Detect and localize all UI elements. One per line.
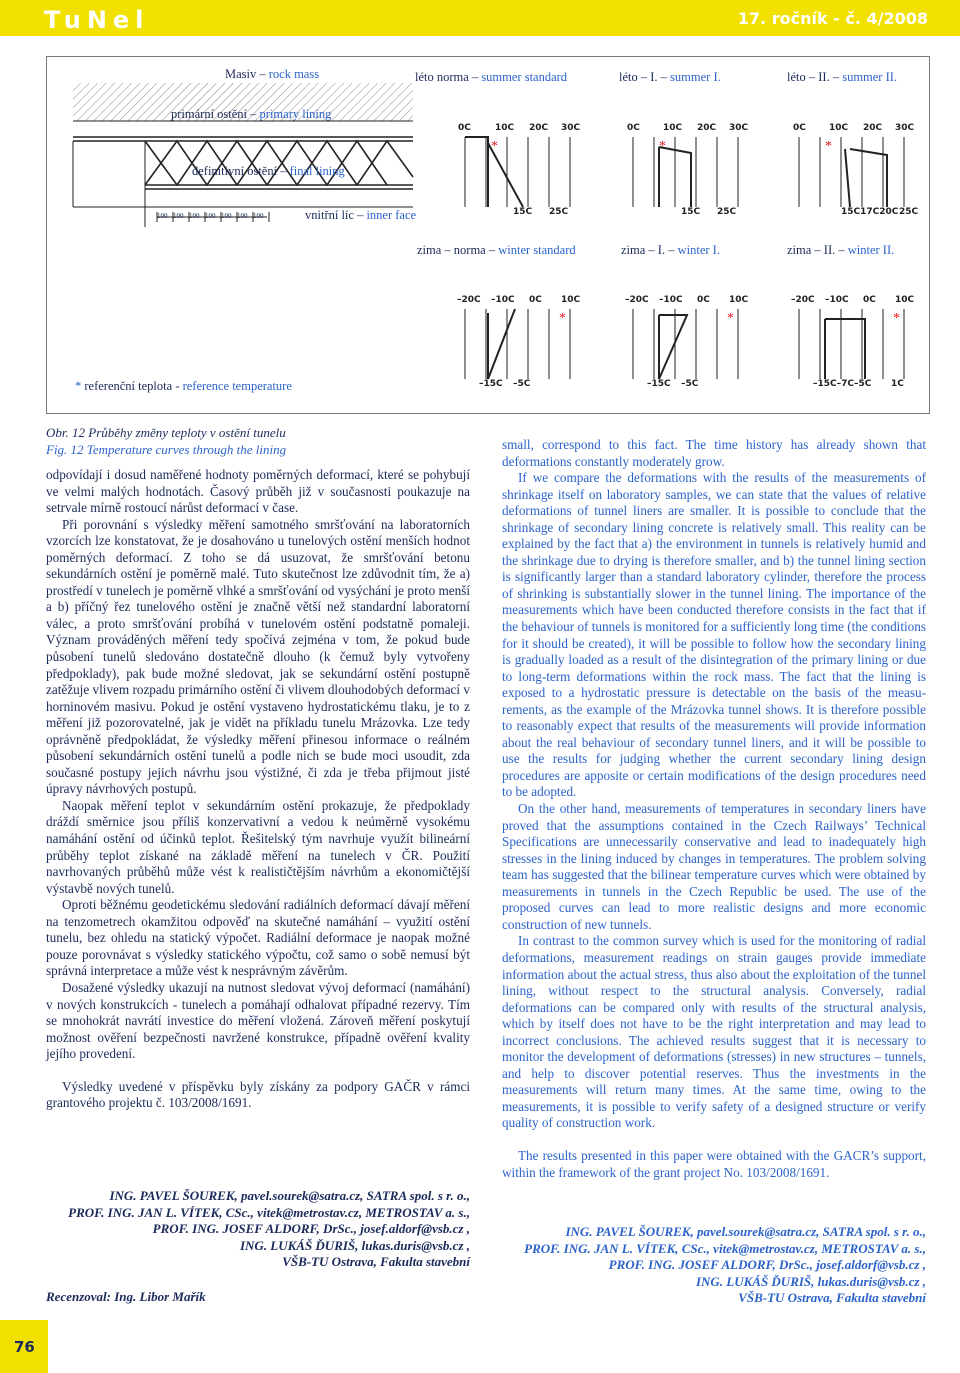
tick-label: 0C — [529, 295, 542, 305]
paragraph: Dosažené výsledky ukazují na nutnost sledovat vývoj deformací (namáhání) v nových konstrukcích - tunelech a pomáhají odhalovat případné rezervy. Tím se mnohokrát navrátí investice do měření vložená. Zároveň měření poskytují možnost ověření bezpečnosti navržené konstrukce, případně ověření kvality jejího provedení. — [46, 979, 470, 1062]
reference-star: * — [659, 139, 666, 154]
tick-label: 10C — [663, 123, 683, 133]
primary-lining-label: primární ostění – primary lining — [171, 107, 332, 121]
summer-panel-2 — [799, 137, 904, 207]
tick-label: –20C — [791, 295, 815, 305]
tick-label: 20C — [697, 123, 717, 133]
tick-label: 10C — [829, 123, 849, 133]
reference-star: * — [893, 311, 900, 326]
winter-panel-standard — [465, 309, 570, 379]
issue-label: 17. ročník - č. 4/2008 — [737, 9, 928, 28]
rock-mass-label: Masiv – rock mass — [225, 67, 320, 81]
tick-label: 20C — [863, 123, 883, 133]
bottom-tick-label: –5C — [681, 379, 699, 389]
figure-caption — [46, 424, 286, 458]
winter-1-title: zima – I. – winter I. — [621, 243, 720, 257]
page-number: 76 — [14, 1338, 35, 1356]
measure-label: 100 — [253, 212, 264, 220]
tick-label: –20C — [457, 295, 481, 305]
tick-label: –10C — [659, 295, 683, 305]
bottom-tick-label: 25C — [549, 207, 569, 217]
measure-label: 100 — [237, 212, 248, 220]
measure-label: 100 — [205, 212, 216, 220]
bottom-tick-label: 15C — [681, 207, 701, 217]
author-line: VŠB-TU Ostrava, Fakulta stavební — [282, 1254, 470, 1269]
bottom-tick-label: 15C — [513, 207, 533, 217]
author-line: ING. PAVEL ŠOUREK, pavel.sourek@satra.cz, SATRA spol. s r. o., — [565, 1224, 926, 1239]
winter-panel-2 — [799, 309, 904, 379]
author-line: PROF. ING. JOSEF ALDORF, DrSc., josef.aldorf@vsb.cz , — [608, 1257, 926, 1272]
tick-label: 30C — [895, 123, 915, 133]
bottom-tick-label: 1C — [891, 379, 904, 389]
paragraph: If we compare the deformations with the results of the measurements of shrinkage itself on laboratory samples, we can state that the values of relative deformations of tunnel liners are smaller. It is possible to conclude that the shrinkage of secondary lining concrete is relatively small. This reality can be explained by the fact that a) the environment in tunnels is relatively humid and the shrinkage due to drying is therefore smaller, and b) the tunnel lining section is significantly larger than a standard laboratory cylinder, therefore the process of shrinking is substantially slower in the tunnel lining. The importance of the measurements which have been conducted therefore consists in the fact that if the behaviour of tunnels is monitored for a sufficiently long time (the conditions for it should be created), it will be possible to follow how the secondary lining is gradually loaded as a result of the disintegration of the primary lining or due to long-term deformations within the rock mass. The fact that the lining is exposed to a hydrostatic pressure is detectable on the basis of the measurements, as the example of the Mrázovka tunnel shows. It is therefore possible to reasonably expect that results of the measurements will provide information about the real behaviour of secondary tunnel liners, and it will be possible to use the results for judging whether the current secondary lining design procedures are apposite or certain modifications of the design procedures need to be adopted. — [502, 470, 926, 800]
reviewer-note: Recenzoval: Ing. Libor Mařík — [46, 1289, 206, 1304]
tick-label: 0C — [793, 123, 806, 133]
bottom-tick-label: –15C — [647, 379, 671, 389]
author-line: VŠB-TU Ostrava, Fakulta stavební — [738, 1290, 926, 1305]
reference-legend: * referenční teplota - reference temperature — [75, 379, 292, 393]
english-column — [502, 437, 926, 1181]
tick-label: 10C — [729, 295, 749, 305]
summer-panel-standard — [465, 137, 570, 207]
tick-label: 30C — [729, 123, 749, 133]
temperature-figure — [46, 56, 930, 414]
measure-label: 100 — [157, 212, 168, 220]
measure-label: 100 — [189, 212, 200, 220]
final-lining-label: definitivní ostění – final lining — [192, 164, 345, 178]
reference-star: * — [825, 139, 832, 154]
reference-star: * — [491, 139, 498, 154]
tick-label: 10C — [561, 295, 581, 305]
bottom-tick-label: –15C–7C–5C — [813, 379, 872, 389]
paragraph: small, correspond to this fact. The time history has already shown that deformations constantly moderately grow. — [502, 437, 926, 469]
paragraph: Naopak měření teplot v sekundárním ostění prokazuje, že předpoklady dráždí směrnice jsou příliš konzervativní a vedou k neúměrně vysokému namáhání ostění od účinků teplot. Řešitelský tým navrhuje využít bilineární průběhy teplot získané na základě měření na tunelech v ČR. Použití navrhovaných průběhů může vést k realističtějším návrhům a ekonomičtější výstavbě nových tunelů. — [46, 797, 470, 896]
author-line: PROF. ING. JAN L. VÍTEK, CSc., vitek@metrostav.cz, METROSTAV a. s., — [68, 1204, 470, 1220]
bottom-tick-label: 25C — [717, 207, 737, 217]
caption-en: Fig. 12 Temperature curves through the lining — [46, 442, 287, 457]
lining-section — [73, 83, 413, 227]
summer-panel-1 — [633, 137, 738, 207]
page-number-tab — [0, 1320, 48, 1373]
tick-label: 10C — [495, 123, 515, 133]
winter-2-title: zima – II. – winter II. — [787, 243, 895, 257]
paragraph: On the other hand, measurements of temperatures in secondary liners have proved that the assumptions contained in the Czech Railways’ Technical Specifications are unnecessarily conservative and lead to inadequately high stresses in the lining induced by changes in temperatures. The problem solving team has suggested that the bilinear temperature curves which were obtained by measurements in tunnels in the Czech Republic be used. The use of the proposed curves can lead to more realistic designs and more economic construction of new tunnels. — [502, 801, 926, 932]
page-header — [0, 0, 960, 36]
summer-2-title: léto – II. – summer II. — [787, 70, 898, 84]
caption-cz: Obr. 12 Průběhy změny teploty v ostění tunelu — [46, 425, 286, 440]
tick-label: 30C — [561, 123, 581, 133]
tick-label: 0C — [697, 295, 710, 305]
authors-cz — [46, 1188, 470, 1271]
tick-label: 10C — [895, 295, 915, 305]
author-line: PROF. ING. JAN L. VÍTEK, CSc., vitek@metrostav.cz, METROSTAV a. s., — [524, 1240, 926, 1256]
bottom-tick-label: 25C — [899, 207, 919, 217]
measure-label: 100 — [173, 212, 184, 220]
tick-label: 0C — [627, 123, 640, 133]
journal-logo: TuNel — [44, 6, 150, 34]
paragraph: odpovídají i dosud naměřené hodnoty poměrných deformací, které se pohybují ve velmi malých hodnotách. Časový průběh již v současnosti poukazuje na setrvale mírně rostoucí nárůst deformací v čase. — [46, 467, 470, 516]
paragraph: In contrast to the common survey which is used for the monitoring of radial deformations, measurement readings on strain gauges provide immediate information about the actual stress, thus also about the exploitation of the tunnel lining, without respect to the structural analysis. Conversely, radial deformations can be compared only with results of the structural analysis, which by itself does not have to be the right interpretation and may lead to incorrect conclusions. The achieved results suggest that it is necessary to monitor the development of deformations (stresses) in new structures – tunnels, and help to discover potential reserves. Thus the investments in the measurements will return many times. At the same time, owing to the measurements, it is possible to verify safety of a designed structure or verify quality of construction work. — [502, 933, 926, 1131]
author-line: ING. LUKÁŠ ĎURIŠ, lukas.duris@vsb.cz , — [695, 1273, 926, 1289]
inner-face-label: vnitřní líc – inner face — [305, 208, 417, 222]
tick-label: –10C — [825, 295, 849, 305]
paragraph: The results presented in this paper were obtained with the GACR’s support, within the framework of the grant project No. 103/2008/1691. — [502, 1147, 926, 1180]
winter-standard-title: zima – norma – winter standard — [417, 243, 576, 257]
reference-star: * — [559, 311, 566, 326]
bottom-tick-label: 15C17C20C — [841, 207, 899, 217]
summer-1-title: léto – I. – summer I. — [619, 70, 721, 84]
measure-label: 100 — [221, 212, 232, 220]
paragraph: Výsledky uvedené v příspěvku byly získány za podpory GAČR v rámci grantového projektu č. 103/2008/1691. — [46, 1078, 470, 1111]
tick-label: 20C — [529, 123, 549, 133]
bottom-tick-label: –5C — [513, 379, 531, 389]
author-line: ING. PAVEL ŠOUREK, pavel.sourek@satra.cz, SATRA spol. s r. o., — [109, 1188, 470, 1203]
tick-label: 0C — [863, 295, 876, 305]
author-line: PROF. ING. JOSEF ALDORF, DrSc., josef.aldorf@vsb.cz , — [152, 1221, 470, 1236]
summer-standard-title: léto norma – summer standard — [415, 70, 568, 84]
reference-star: * — [727, 311, 734, 326]
bottom-tick-label: –15C — [479, 379, 503, 389]
paragraph: Při porovnání s výsledky měření samotného smršťování na laboratorních vzorcích lze konstatovat, že je dosahováno u tunelových ostění menších hodnot poměrných deformací. Z toho se dá usuzovat, že smršťování betonu sekundárních ostění je poměrně malé. Tuto skutečnost lze zdůvodnit tím, že a) prostředí v tunelech je poměrně vlhké a smršťování od vysýchání je proto menší a b) příčný řez tunelového ostění je značně větší než standardní laboratorní válec, a proto smršťování probíhá v tunelovém ostění podstatně pomaleji. Význam prováděných měření tedy spočívá zejména v tom, že pokud bude působení tunelů sledováno dostatečně dlouho (k čemuž byly vytvořeny předpoklady), pak bude možné sledovat, jak se sekundární ostění postupně zatěžuje vlivem rozpadu primárního ostění či vlivem dlouhodobých deformací v horninovém masivu. Pokud je ostění vystaveno hydrostatickému tlaku, je to z měření již pozorovatelné, jak je vidět na příkladu tunelu Mrázovka. Lze tedy oprávněně předpokládat, že výsledky měření přinesou informace o reálném působení sekundárních ostění tunelů a podle nich se bude moci usoudit, zda současné postupy jejich návrhu jsou výstižné, či zda je třeba přijmout jisté úpravy návrhových postupů. — [46, 516, 470, 797]
author-line: ING. LUKÁŠ ĎURIŠ, lukas.duris@vsb.cz , — [239, 1237, 470, 1253]
tick-label: 0C — [458, 123, 471, 133]
czech-column — [46, 467, 470, 1112]
authors-en — [502, 1224, 926, 1307]
tick-label: –10C — [491, 295, 515, 305]
tick-label: –20C — [625, 295, 649, 305]
paragraph: Oproti běžnému geodetickému sledování radiálních deformací dávají měření na tenzometrech okamžitou odpověď na skutečné namáhání – využití ostění tunelu, bez ohledu na statický výpočet. Radiální deformace je naopak možné pouze porovnávat s výsledky statického výpočtu, což samo o sobě nemusí být správná interpretace a může vést k nesprávným závěrům. — [46, 897, 470, 979]
winter-panel-1 — [633, 309, 738, 379]
